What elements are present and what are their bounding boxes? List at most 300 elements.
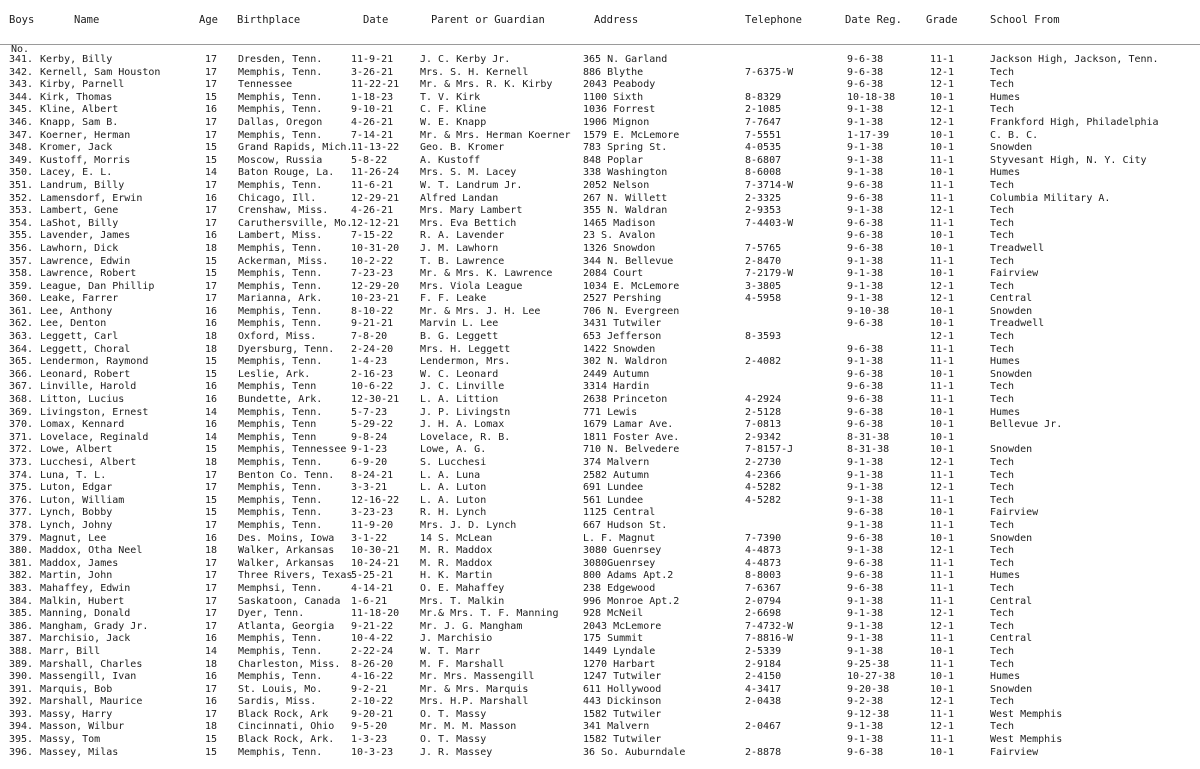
telephone: 7-7647 [745,116,782,128]
school-from: Tech [990,645,1015,657]
grade: 10-1 [930,683,955,695]
grade: 10-1 [930,431,955,443]
birthplace: Memphis, Tenn. [238,305,323,317]
telephone: 2-5339 [745,645,782,657]
row-number: 375. [9,482,33,494]
birthplace: Atlanta, Georgia [238,620,335,632]
birth-date: 5-7-23 [351,406,388,418]
birthplace: Memphis, Tenn. [238,66,323,78]
age: 18 [205,242,218,254]
age: 16 [205,305,218,317]
parent-guardian: T. B. Lawrence [420,255,505,267]
parent-guardian: J. R. Massey [420,746,493,758]
student-name: Kerby, Billy [40,54,113,65]
age: 16 [205,381,218,393]
parent-guardian: W. T. Landrum Jr. [420,179,523,191]
birthplace: Ackerman, Miss. [238,255,329,267]
grade: 11-1 [930,633,955,645]
birth-date: 4-14-21 [351,582,394,594]
birthplace: Memphis, Tenn. [238,746,323,758]
school-from: West Memphis [990,734,1063,746]
parent-guardian: M. R. Maddox [420,557,493,569]
grade: 11-1 [930,255,955,267]
date-registered: 9-1-38 [847,482,884,494]
birthplace: Memphis, Tenn. [238,91,323,103]
birthplace: Memphis, Tenn. [238,242,323,254]
table-row [0,67,1200,80]
date-registered: 9-6-38 [847,54,884,65]
school-from: Columbia Military A. [990,192,1111,204]
address: 710 N. Belvedere [583,444,680,456]
school-from: Tech [990,519,1015,531]
student-name: Lamensdorf, Erwin [40,192,143,204]
date-registered: 9-6-38 [847,507,884,519]
date-registered: 9-1-38 [847,280,884,292]
school-from: Tech [990,658,1015,670]
parent-guardian: Mrs. Mary Lambert [420,205,523,217]
date-registered: 9-6-38 [847,217,884,229]
birthplace: Moscow, Russia [238,154,323,166]
date-registered: 9-6-38 [847,368,884,380]
address: 355 N. Waldran [583,205,668,217]
age: 17 [205,293,218,305]
table-row [0,369,1200,382]
parent-guardian: R. A. Lavender [420,230,505,242]
school-from: Central [990,293,1033,305]
student-name: Malkin, Hubert [40,595,125,607]
table-row [0,54,1200,67]
table-row [0,507,1200,520]
row-number: 365. [9,356,33,368]
parent-guardian: Mr. J. G. Mangham [420,620,523,632]
row-number: 350. [9,167,33,179]
date-registered: 9-1-38 [847,293,884,305]
date-registered: 9-6-38 [847,381,884,393]
header-date: Date [363,14,389,26]
address: 3080Guenrsey [583,557,656,569]
table-row [0,79,1200,92]
school-from: Tech [990,331,1015,343]
student-name: Koerner, Herman [40,129,131,141]
date-registered: 9-6-38 [847,242,884,254]
age: 16 [205,696,218,708]
address: 1582 Tutwiler [583,708,662,720]
school-from: Tech [990,582,1015,594]
age: 16 [205,104,218,116]
student-name: League, Dan Phillip [40,280,155,292]
table-row [0,356,1200,369]
student-name: Lacey, E. L. [40,167,113,179]
grade: 11-1 [930,557,955,569]
school-from: Tech [990,545,1015,557]
birthplace: St. Louis, Mo. [238,683,323,695]
age: 15 [205,734,218,746]
parent-guardian: L. A. Luton [420,482,487,494]
birth-date: 9-10-21 [351,104,394,116]
header-date-reg: Date Reg. [845,14,902,26]
birth-date: 5-29-22 [351,419,394,431]
parent-guardian: Geo. B. Kromer [420,142,505,154]
date-registered: 9-1-38 [847,645,884,657]
age: 15 [205,255,218,267]
grade: 10-1 [930,671,955,683]
row-number: 345. [9,104,33,116]
age: 17 [205,595,218,607]
birthplace: Memphis, Tennessee [238,444,347,456]
grade: 10-1 [930,91,955,103]
grade: 12-1 [930,104,955,116]
telephone: 7-5765 [745,242,782,254]
grade: 12-1 [930,482,955,494]
birth-date: 1-18-23 [351,91,394,103]
age: 18 [205,545,218,557]
student-name: Lee, Anthony [40,305,113,317]
telephone: 2-9342 [745,431,782,443]
table-row [0,92,1200,105]
school-from: Snowden [990,444,1033,456]
age: 15 [205,268,218,280]
student-name: Luton, Edgar [40,482,113,494]
birth-date: 4-26-21 [351,205,394,217]
age: 17 [205,582,218,594]
parent-guardian: W. C. Leonard [420,368,499,380]
column-header-row [0,0,1200,45]
birth-date: 6-9-20 [351,457,388,468]
birth-date: 11-26-24 [351,167,400,179]
table-row [0,218,1200,231]
address: 1247 Tutwiler [583,671,662,683]
grade: 10-1 [930,507,955,519]
table-row [0,193,1200,206]
age: 15 [205,444,218,456]
school-from: Snowden [990,142,1033,154]
student-name: Lucchesi, Albert [40,457,137,468]
table-row [0,306,1200,319]
date-registered: 9-1-38 [847,142,884,154]
date-registered: 9-1-38 [847,356,884,368]
student-name: Massy, Tom [40,734,101,746]
table-row [0,621,1200,634]
table-row [0,545,1200,558]
table-row [0,684,1200,697]
grade: 10-1 [930,532,955,544]
grade: 11-1 [930,519,955,531]
student-name: Martin, John [40,570,113,582]
telephone: 2-4082 [745,356,782,368]
parent-guardian: Marvin L. Lee [420,318,499,330]
age: 17 [205,620,218,632]
row-number: 346. [9,116,33,128]
address: 175 Summit [583,633,644,645]
header-telephone: Telephone [745,14,802,26]
age: 17 [205,469,218,481]
address: 1270 Harbart [583,658,656,670]
student-name: Massengill, Ivan [40,671,137,683]
address: 928 McNeil [583,608,644,620]
birthplace: Sardis, Miss. [238,696,317,708]
row-number: 371. [9,431,33,443]
row-number: 395. [9,734,33,746]
parent-guardian: Mr. Mrs. Massengill [420,671,535,683]
birth-date: 12-16-22 [351,494,400,506]
age: 16 [205,394,218,406]
grade: 11-1 [930,381,955,393]
parent-guardian: J. P. Livingstn [420,406,511,418]
address: 996 Monroe Apt.2 [583,595,680,607]
school-from: Humes [990,356,1021,368]
school-from: Snowden [990,683,1033,695]
birthplace: Walker, Arkansas [238,545,335,557]
age: 18 [205,343,218,355]
header-grade: Grade [926,14,958,26]
telephone: 2-0794 [745,595,782,607]
row-number: 372. [9,444,33,456]
telephone: 2-2730 [745,457,782,468]
telephone: 8-8003 [745,570,782,582]
table-row [0,671,1200,684]
birthplace: Walker, Arkansas [238,557,335,569]
telephone: 2-8470 [745,255,782,267]
table-row [0,243,1200,256]
school-from: Tech [990,394,1015,406]
header-name: Name [74,14,100,26]
date-registered: 9-1-38 [847,608,884,620]
telephone: 8-8329 [745,91,782,103]
age: 16 [205,192,218,204]
number-label: No. [11,44,30,55]
row-number: 379. [9,532,33,544]
birthplace: Memphis, Tenn. [238,457,323,468]
age: 18 [205,457,218,468]
address: 267 N. Willett [583,192,668,204]
school-from: Tech [990,696,1015,708]
grade: 12-1 [930,608,955,620]
birthplace: Three Rivers, Texas [238,570,352,582]
grade: 11-1 [930,469,955,481]
telephone: 4-5958 [745,293,782,305]
row-number: 391. [9,683,33,695]
parent-guardian: R. H. Lynch [420,507,487,519]
row-number: 370. [9,419,33,431]
birth-date: 11-18-20 [351,608,400,620]
grade: 11-1 [930,582,955,594]
student-name: Lovelace, Reginald [40,431,149,443]
telephone: 2-3325 [745,192,782,204]
student-name: Kustoff, Morris [40,154,131,166]
grade: 12-1 [930,116,955,128]
parent-guardian: Alfred Landan [420,192,499,204]
table-row [0,230,1200,243]
address: 783 Spring St. [583,142,668,154]
date-registered: 9-1-38 [847,721,884,733]
birthplace: Memphis, Tenn. [238,633,323,645]
row-number: 393. [9,708,33,720]
birthplace: Chicago, Ill. [238,192,317,204]
table-row [0,596,1200,609]
row-number: 373. [9,457,33,468]
age: 15 [205,91,218,103]
telephone: 4-5282 [745,494,782,506]
school-from: Tech [990,205,1015,217]
row-number: 358. [9,268,33,280]
age: 17 [205,79,218,91]
grade: 10-1 [930,368,955,380]
address: 691 Lundee [583,482,644,494]
date-registered: 9-6-38 [847,79,884,91]
school-from: Tech [990,79,1015,91]
row-number: 394. [9,721,33,733]
table-row [0,344,1200,357]
table-row [0,457,1200,470]
grade: 10-1 [930,419,955,431]
address: 341 Malvern [583,721,650,733]
row-number: 383. [9,582,33,594]
birth-date: 7-14-21 [351,129,394,141]
student-name: Mahaffey, Edwin [40,582,131,594]
row-number: 361. [9,305,33,317]
birthplace: Memphis, Tenn. [238,671,323,683]
student-name: Kirby, Parnell [40,79,125,91]
birth-date: 10-23-21 [351,293,400,305]
row-number: 357. [9,255,33,267]
address: 3080 Guenrsey [583,545,662,557]
address: 1449 Lyndale [583,645,656,657]
row-number: 364. [9,343,33,355]
birth-date: 5-25-21 [351,570,394,582]
age: 17 [205,129,218,141]
address: 1125 Central [583,507,656,519]
birth-date: 2-24-20 [351,343,394,355]
school-from: Tech [990,217,1015,229]
address: 443 Dickinson [583,696,662,708]
parent-guardian: A. Kustoff [420,154,481,166]
age: 16 [205,419,218,431]
birthplace: Memphis, Tenn [238,381,317,393]
header-birthplace: Birthplace [237,14,301,26]
birth-date: 10-4-22 [351,633,394,645]
date-registered: 9-20-38 [847,683,890,695]
date-registered: 10-18-38 [847,91,896,103]
address: 238 Edgewood [583,582,656,594]
birthplace: Dallas, Oregon [238,116,323,128]
date-registered: 1-17-39 [847,129,890,141]
parent-guardian: W. E. Knapp [420,116,487,128]
row-number: 352. [9,192,33,204]
table-row [0,318,1200,331]
row-number: 351. [9,179,33,191]
age: 18 [205,721,218,733]
school-from: Frankford High, Philadelphia [990,116,1159,128]
birthplace: Memphis, Tenn. [238,179,323,191]
date-registered: 9-6-38 [847,570,884,582]
parent-guardian: Mrs. Viola League [420,280,523,292]
telephone: 3-3805 [745,280,782,292]
birthplace: Memphis, Tenn. [238,280,323,292]
birth-date: 12-29-20 [351,280,400,292]
birthplace: Memphis, Tenn [238,431,317,443]
address: 1811 Foster Ave. [583,431,680,443]
student-name: Lawrence, Robert [40,268,137,280]
birthplace: Crenshaw, Miss. [238,205,329,217]
student-name: Lynch, Bobby [40,507,113,519]
row-number: 390. [9,671,33,683]
birth-date: 9-20-21 [351,708,394,720]
student-name: Landrum, Billy [40,179,125,191]
birthplace: Benton Co. Tenn. [238,469,335,481]
row-number: 347. [9,129,33,141]
date-registered: 9-1-38 [847,469,884,481]
birth-date: 3-3-21 [351,482,388,494]
table-row [0,721,1200,734]
date-registered: 9-1-38 [847,595,884,607]
address: 2043 McLemore [583,620,662,632]
date-registered: 9-6-38 [847,179,884,191]
row-number: 385. [9,608,33,620]
telephone: 2-6698 [745,608,782,620]
student-name: Linville, Harold [40,381,137,393]
student-name: Livingston, Ernest [40,406,149,418]
birthplace: Cincinnati, Ohio [238,721,335,733]
birth-date: 1-3-23 [351,734,388,746]
address: 36 So. Auburndale [583,746,686,758]
address: 2449 Autumn [583,368,650,380]
grade: 10-1 [930,142,955,154]
grade: 10-1 [930,129,955,141]
student-name: Maddox, James [40,557,119,569]
student-name: Kirk, Thomas [40,91,113,103]
birth-date: 1-4-23 [351,356,388,368]
parent-guardian: T. V. Kirk [420,91,481,103]
age: 14 [205,406,218,418]
birth-date: 11-9-21 [351,54,394,65]
grade: 11-1 [930,343,955,355]
date-registered: 9-1-38 [847,494,884,506]
telephone: 7-4403-W [745,217,794,229]
table-row [0,646,1200,659]
school-from: Tech [990,721,1015,733]
birthplace: Memphsi, Tenn. [238,582,323,594]
telephone: 2-8878 [745,746,782,758]
row-number: 387. [9,633,33,645]
grade: 10-1 [930,318,955,330]
age: 16 [205,230,218,242]
school-from: Fairview [990,507,1039,519]
telephone: 4-4873 [745,557,782,569]
parent-guardian: Mrs. S. M. Lacey [420,167,517,179]
birthplace: Marianna, Ark. [238,293,323,305]
student-name: Maddox, Otha Neel [40,545,143,557]
table-row [0,633,1200,646]
birth-date: 8-26-20 [351,658,394,670]
grade: 12-1 [930,66,955,78]
age: 17 [205,570,218,582]
age: 14 [205,645,218,657]
telephone: 7-0813 [745,419,782,431]
school-from: Tech [990,381,1015,393]
telephone: 2-9353 [745,205,782,217]
address: 1579 E. McLemore [583,129,680,141]
school-from: Treadwell [990,242,1045,254]
age: 14 [205,431,218,443]
parent-guardian: H. K. Martin [420,570,493,582]
school-from: Humes [990,167,1021,179]
parent-guardian: Mrs. H. Leggett [420,343,511,355]
age: 17 [205,482,218,494]
table-row [0,709,1200,722]
table-row [0,747,1200,760]
parent-guardian: J. Marchisio [420,633,493,645]
row-number: 348. [9,142,33,154]
